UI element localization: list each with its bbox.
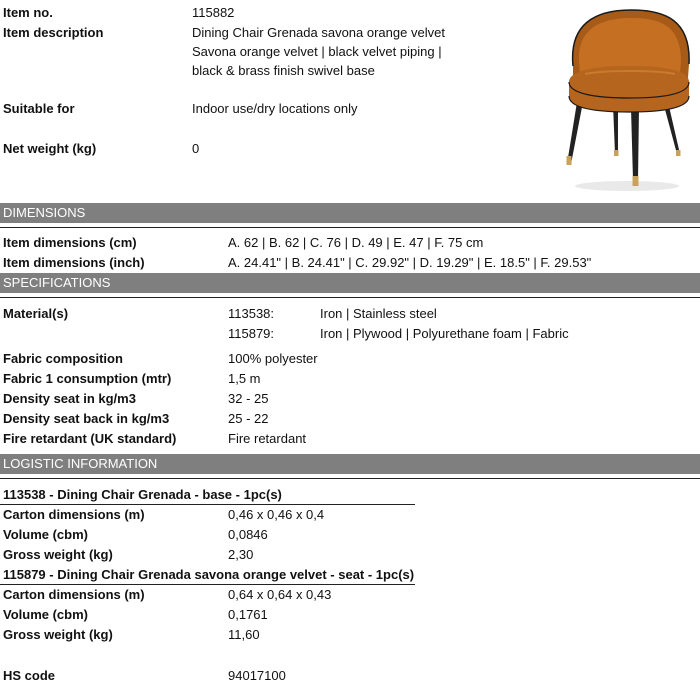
fabric-consumption-label: Fabric 1 consumption (mtr) (3, 371, 172, 386)
part-2-carton-value: 0,64 x 0,64 x 0,43 (228, 587, 332, 602)
hs-code-label: HS code (3, 668, 56, 683)
density-seat-value: 32 - 25 (228, 391, 269, 406)
divider (0, 478, 700, 479)
material-code-2: 115879: (228, 326, 275, 341)
part-1-gross-weight-value: 2,30 (228, 547, 254, 562)
part-2-heading: 115879 - Dining Chair Grenada savona orange velvet - seat - 1pc(s) (3, 567, 415, 582)
fire-retardant-value: Fire retardant (228, 431, 307, 446)
part-1-carton-label: Carton dimensions (m) (3, 507, 145, 522)
item-description-line-3: black & brass finish swivel base (192, 63, 375, 78)
chair-icon (555, 4, 695, 192)
divider (0, 297, 700, 298)
divider (0, 504, 415, 505)
fabric-composition-label: Fabric composition (3, 351, 123, 366)
density-seat-back-label: Density seat back in kg/m3 (3, 411, 170, 426)
item-no-value: 115882 (192, 5, 235, 20)
part-1-volume-value: 0,0846 (228, 527, 268, 542)
fabric-composition-value: 100% polyester (228, 351, 318, 366)
material-value-1: Iron | Stainless steel (320, 306, 437, 321)
density-seat-back-value: 25 - 22 (228, 411, 269, 426)
item-dimensions-inch-label: Item dimensions (inch) (3, 255, 145, 270)
material-value-2: Iron | Plywood | Polyurethane foam | Fabric (320, 326, 569, 341)
hs-code-value: 94017100 (228, 668, 286, 683)
part-2-carton-label: Carton dimensions (m) (3, 587, 145, 602)
part-1-carton-value: 0,46 x 0,46 x 0,4 (228, 507, 325, 522)
fabric-consumption-value: 1,5 m (228, 371, 261, 386)
suitable-for-value: Indoor use/dry locations only (192, 101, 358, 116)
part-1-volume-label: Volume (cbm) (3, 527, 88, 542)
part-2-gross-weight-label: Gross weight (kg) (3, 627, 113, 642)
item-dimensions-cm-label: Item dimensions (cm) (3, 235, 137, 250)
material-code-1: 113538: (228, 306, 275, 321)
part-1-gross-weight-label: Gross weight (kg) (3, 547, 113, 562)
item-description-line-2: Savona orange velvet | black velvet piping | (192, 44, 442, 59)
part-2-volume-value: 0,1761 (228, 607, 268, 622)
item-dimensions-cm-value: A. 62 | B. 62 | C. 76 | D. 49 | E. 47 | F. 75 cm (228, 235, 484, 250)
net-weight-value: 0 (192, 141, 200, 156)
part-1-heading: 113538 - Dining Chair Grenada - base - 1pc(s) (3, 487, 282, 502)
logistic-section-header: LOGISTIC INFORMATION (0, 454, 700, 474)
specifications-section-header: SPECIFICATIONS (0, 273, 700, 293)
item-description-label: Item description (3, 25, 104, 40)
part-2-volume-label: Volume (cbm) (3, 607, 88, 622)
divider (0, 227, 700, 228)
item-no-label: Item no. (3, 5, 53, 20)
suitable-for-label: Suitable for (3, 101, 75, 116)
fire-retardant-label: Fire retardant (UK standard) (3, 431, 177, 446)
part-2-gross-weight-value: 11,60 (228, 627, 260, 642)
item-description-line-1: Dining Chair Grenada savona orange velvet (192, 25, 445, 40)
dimensions-section-header: DIMENSIONS (0, 203, 700, 223)
net-weight-label: Net weight (kg) (3, 141, 97, 156)
item-dimensions-inch-value: A. 24.41" | B. 24.41" | C. 29.92" | D. 19.29" | E. 18.5" | F. 29.53" (228, 255, 592, 270)
divider (0, 584, 415, 585)
materials-label: Material(s) (3, 306, 69, 321)
density-seat-label: Density seat in kg/m3 (3, 391, 136, 406)
